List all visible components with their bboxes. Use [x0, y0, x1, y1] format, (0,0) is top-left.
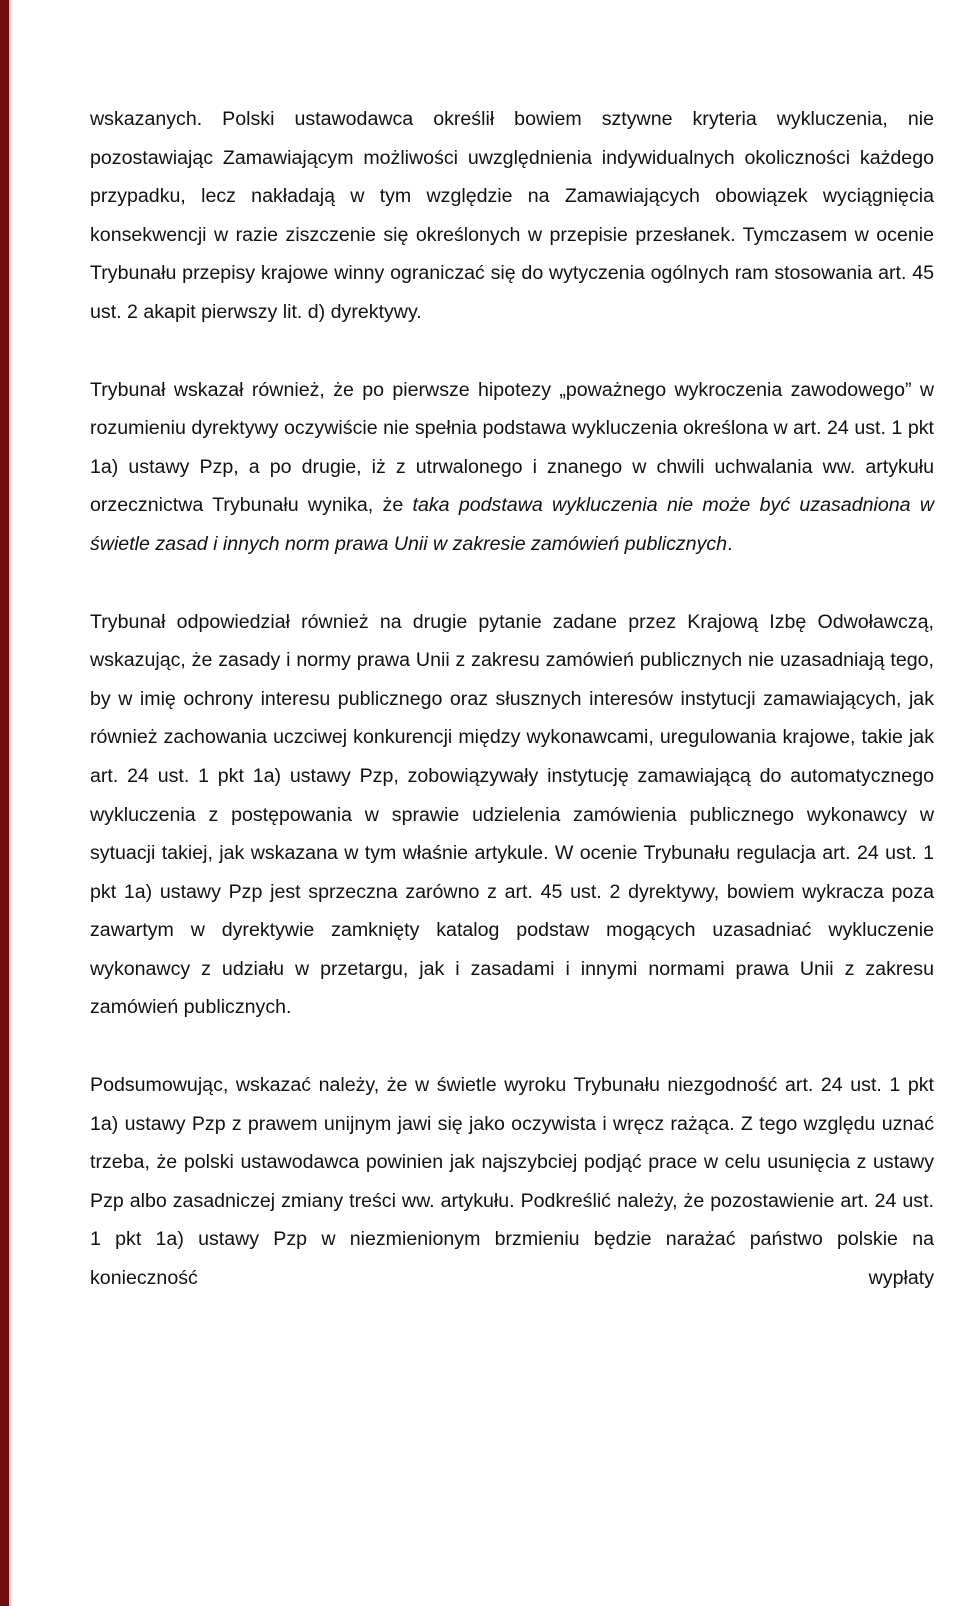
document-page: [90, 100, 934, 1337]
left-margin-bar: [0, 0, 9, 1606]
paragraph-2-text: Trybunał wskazał również, że po pierwsze hipotezy „poważnego wykroczenia zawodowego” w rozumieniu dyrektywy oczywiście nie spełnia podstawa wykluczenia określona w art. 24 ust. 1 pkt 1a) ustawy Pzp, a po drugie, iż z utrwalonego i znanego w chwili uchwalania ww. artykułu orzecznictwa Trybunału wynika, że: [90, 378, 934, 517]
paragraph-2-italic-quote: taka podstawa wykluczenia nie może być uzasadniona w świetle zasad i innych norm prawa Unii w zakresie zamówień publicznych: [90, 494, 934, 555]
paragraph-3: Trybunał odpowiedział również na drugie pytanie zadane przez Krajową Izbę Odwoławczą, wskazując, że zasady i normy prawa Unii z zakresu zamówień publicznych nie uzasadniają tego, by w imię ochrony interesu publicznego oraz słusznych interesów instytucji zamawiających, jak również zachowania uczciwej konkurencji między wykonawcami, uregulowania krajowe, takie jak art. 24 ust. 1 pkt 1a) ustawy Pzp, zobowiązywały instytucję zamawiającą do automatycznego wykluczenia z postępowania w sprawie udzielenia zamówienia publicznego wykonawcy w sytuacji takiej, jak wskazana w tym właśnie artykule. W ocenie Trybunału regulacja art. 24 ust. 1 pkt 1a) ustawy Pzp jest sprzeczna zarówno z art. 45 ust. 2 dyrektywy, bowiem wykracza poza zawartym w dyrektywie zamknięty katalog podstaw mogących uzasadniać wykluczenie wykonawcy z udziału w przetargu, jak i zasadami i innymi normami prawa Unii z zakresu zamówień publicznych.: [90, 610, 934, 1019]
paragraph-2: [90, 371, 934, 564]
paragraph-2-end: .: [727, 532, 733, 555]
paragraph-4: Podsumowując, wskazać należy, że w świetle wyroku Trybunału niezgodność art. 24 ust. 1 pkt 1a) ustawy Pzp z prawem unijnym jawi się jako oczywista i wręcz rażąca. Z tego względu uznać trzeba, że polski ustawodawca powinien jak najszybciej podjąć prace w celu usunięcia z ustawy Pzp albo zasadniczej zmiany treści ww. artykułu. Podkreślić należy, że pozostawienie art. 24 ust. 1 pkt 1a) ustawy Pzp w niezmienionym brzmieniu będzie narażać państwo polskie na konieczność wypłaty: [90, 1074, 934, 1290]
left-margin-shadow: [9, 0, 13, 1606]
paragraph-1: wskazanych. Polski ustawodawca określił bowiem sztywne kryteria wykluczenia, nie pozostawiając Zamawiającym możliwości uwzględnienia indywidualnych okoliczności każdego przypadku, lecz nakładają w tym względzie na Zamawiających obowiązek wyciągnięcia konsekwencji w razie ziszczenie się określonych w przepisie przesłanek. Tymczasem w ocenie Trybunału przepisy krajowe winny ograniczać się do wytyczenia ogólnych ram stosowania art. 45 ust. 2 akapit pierwszy lit. d) dyrektywy.: [90, 108, 934, 323]
